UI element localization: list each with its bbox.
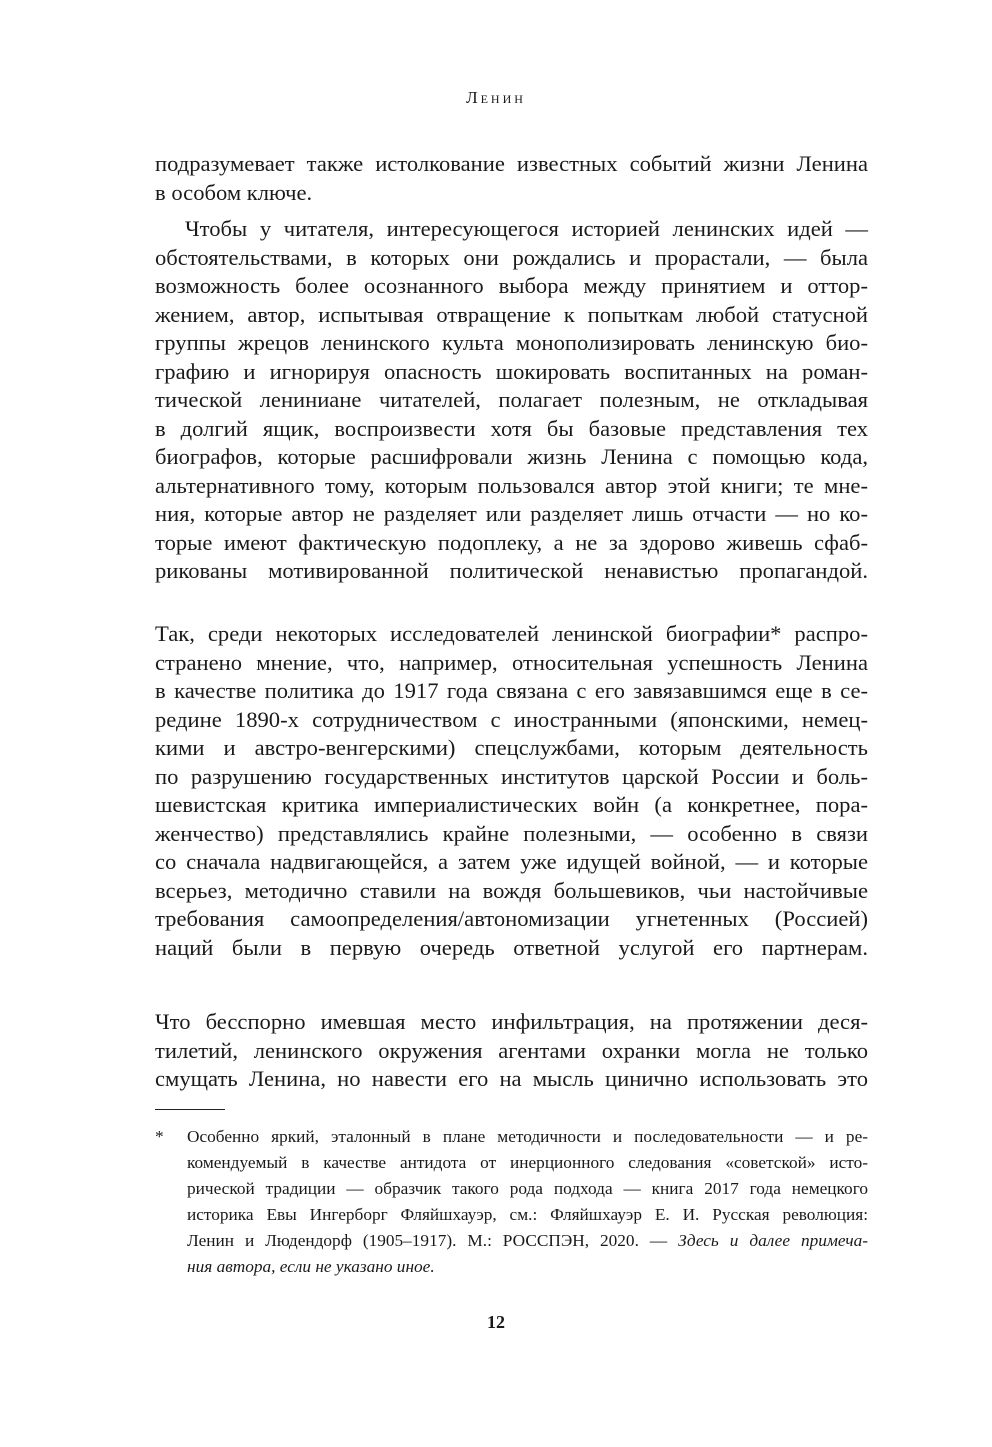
- footnote-line: [187, 1254, 868, 1280]
- footnote-line: [187, 1228, 868, 1254]
- paragraph-1: [155, 150, 868, 207]
- running-header: Ленин: [466, 88, 526, 107]
- text-line: женчество) представлялись крайне полезными, — особенно в связи: [155, 820, 868, 846]
- text-line: биографов, которые расшифровали жизнь Ленина с помощью кода,: [155, 444, 868, 469]
- text-line: группы жрецов ленинского культа монополизировать ленинскую био-: [155, 330, 868, 355]
- text-line: подразумевает также истолкование известных событий жизни Ленина: [155, 151, 868, 176]
- footnote-line: Особенно яркий, эталонный в плане методичности и последовательности — и ре-: [187, 1127, 868, 1146]
- text-line: требования самоопределения/автономизации угнетенных (Россией): [155, 906, 868, 931]
- text-line: тической лениниане читателей, полагает полезным, не откладывая: [155, 387, 868, 412]
- text-line: по разрушению государственных институтов царской России и боль-: [155, 763, 868, 789]
- text-line: со сначала надвигающейся, а затем уже идущей войной, — и которые: [155, 849, 868, 874]
- text-line: тилетий, ленинского окружения агентами охранки могла не только: [155, 1037, 868, 1063]
- footnote-line: историка Евы Ингерборг Фляйшхауэр, см.: Фляйшхауэр Е. И. Русская революция:: [187, 1205, 868, 1224]
- text-line: в особом ключе.: [155, 179, 313, 205]
- text-line: Чтобы у читателя, интересующегося историей ленинских идей —: [185, 216, 868, 241]
- text-line: возможность более осознанного выбора между принятием и оттор-: [155, 273, 868, 298]
- footnote-divider: [155, 1109, 225, 1110]
- text-line: в долгий ящик, воспроизвести хотя бы базовые представления тех: [155, 415, 868, 441]
- text-line: обстоятельствами, в которых они рождались и прорастали, — была: [155, 244, 868, 270]
- text-line: всерьез, методично ставили на вождя большевиков, чьи настойчивые: [155, 877, 868, 903]
- text-line: торые имеют фактическую подоплеку, а не за здорово живешь сфаб-: [155, 529, 868, 555]
- text-line: наций были в первую очередь ответной услугой его партнерам.: [155, 934, 868, 960]
- page-number: 12: [487, 1312, 505, 1332]
- text-line: шевистская критика империалистических войн (а конкретнее, пора-: [155, 792, 868, 817]
- text-line: жением, автор, испытывая отвращение к попыткам любой статусной: [155, 301, 868, 327]
- text-line: редине 1890-х сотрудничеством с иностранными (японскими, немец-: [155, 706, 868, 732]
- paragraph-4: [155, 1008, 868, 1094]
- footnote: [155, 1124, 868, 1280]
- footnote-line: комендуемый в качестве антидота от инерционного следования «советской» исто-: [187, 1153, 868, 1172]
- text-line: рикованы мотивированной политической ненавистью пропагандой.: [155, 558, 868, 583]
- text-line: Так, среди некоторых исследователей ленинской биографии* распро-: [155, 621, 868, 646]
- text-line: Что бесспорно имевшая место инфильтрация, на протяжении деся-: [155, 1009, 868, 1034]
- text-line: кими и австро-венгерскими) спецслужбами, которым деятельность: [155, 735, 868, 760]
- footnote-line: рической традиции — образчик такого рода подхода — книга 2017 года немецкого: [187, 1179, 868, 1198]
- text-line: в качестве политика до 1917 года связана с его завязавшимся еще в се-: [155, 678, 868, 703]
- text-line: альтернативного тому, которым пользовался автор этой книги; те мне-: [155, 472, 868, 498]
- text-line: ния, которые автор не разделяет или разделяет лишь отчасти — но ко-: [155, 501, 868, 526]
- text-line: графию и игнорируя опасность шокировать воспитанных на роман-: [155, 358, 868, 384]
- footnote-text: Ленин и Людендорф (1905–1917). М.: РОССПЭН, 2020. —: [187, 1231, 679, 1250]
- text-line: смущать Ленина, но навести его на мысль цинично использовать это: [155, 1066, 868, 1091]
- text-line: странено мнение, что, например, относительная успешность Ленина: [155, 649, 868, 675]
- paragraph-3: [155, 620, 868, 962]
- footnote-mark: *: [155, 1127, 164, 1146]
- paragraph-2: [155, 215, 868, 586]
- footnote-italic-text: Здесь и далее примеча-: [678, 1231, 868, 1250]
- footnote-italic-text: ния автора, если не указано иное.: [187, 1257, 435, 1276]
